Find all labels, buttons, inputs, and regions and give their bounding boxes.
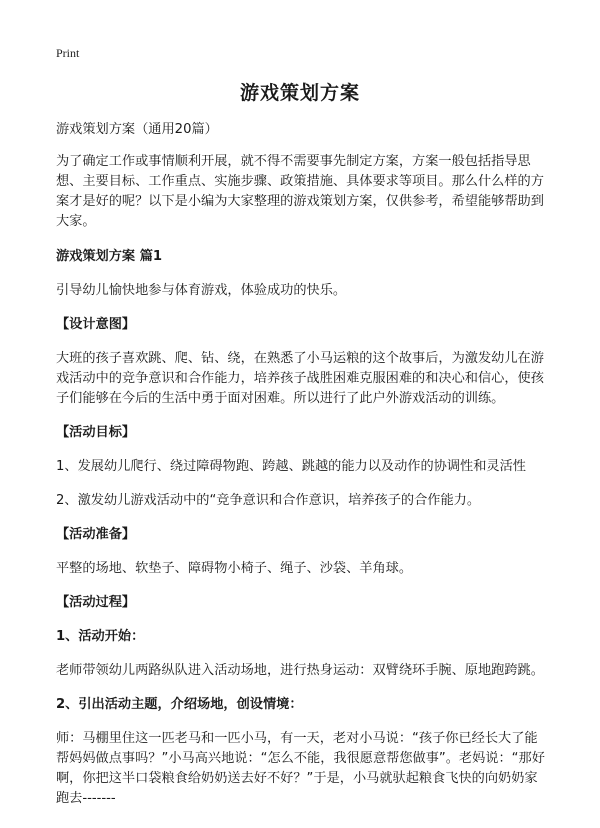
design-heading: 【设计意图】 — [56, 317, 136, 332]
goal-item-2: 2、激发幼儿游戏活动中的“竞争意识和合作意识，培养孩子的合作能力。 — [56, 493, 481, 508]
section-title: 游戏策划方案 篇1 — [56, 249, 163, 264]
section-aim: 引导幼儿愉快地参与体育游戏，体验成功的快乐。 — [56, 283, 347, 298]
prep-heading: 【活动准备】 — [56, 527, 136, 542]
step-2-title: 2、引出活动主题，介绍场地，创设情境： — [56, 697, 303, 712]
document-title: 游戏策划方案 — [239, 82, 360, 104]
prep-paragraph: 平整的场地、软垫子、障碍物小椅子、绳子、沙袋、羊角球。 — [56, 561, 413, 576]
step-2-paragraph: 师：马棚里住这一匹老马和一匹小马，有一天，老对小马说：“孩子你已经长大了能帮妈妈做点事吗？”小马高兴地说：“怎么不能，我很愿意帮您做事”。老妈说：“那好啊，你把这半口袋粮食给奶奶送去好不好？”于是，小马就驮起粮食飞快的向奶奶家跑去------- — [56, 731, 545, 806]
document-body — [56, 120, 550, 823]
print-link[interactable]: Print — [56, 46, 80, 60]
intro-paragraph: 为了确定工作或事情顺利开展，就不得不需要事先制定方案，方案一般包括指导思想、主要目标、工作重点、实施步骤、政策措施、具体要求等项目。那么什么样的方案才是好的呢？以下是小编为大家整理的游戏策划方案，仅供参考，希望能够帮助到大家。 — [56, 154, 544, 229]
document-subtitle: 游戏策划方案（通用20篇） — [56, 122, 218, 137]
step-1-title: 1、活动开始： — [56, 629, 145, 644]
goals-heading: 【活动目标】 — [56, 425, 136, 440]
process-heading: 【活动过程】 — [56, 595, 136, 610]
step-1-paragraph: 老师带领幼儿两路纵队进入活动场地，进行热身运动：双臂绕环手腕、原地跑跨跳。 — [56, 663, 544, 678]
goal-item-1: 1、发展幼儿爬行、绕过障碍物跑、跨越、跳越的能力以及动作的协调性和灵活性 — [56, 459, 526, 474]
design-paragraph: 大班的孩子喜欢跳、爬、钻、绕，在熟悉了小马运粮的这个故事后，为激发幼儿在游戏活动中的竞争意识和合作能力，培养孩子战胜困难克服困难的和决心和信心，使孩子们能够在今后的生活中勇于面对困难。所以进行了此户外游戏活动的训练。 — [56, 351, 544, 406]
